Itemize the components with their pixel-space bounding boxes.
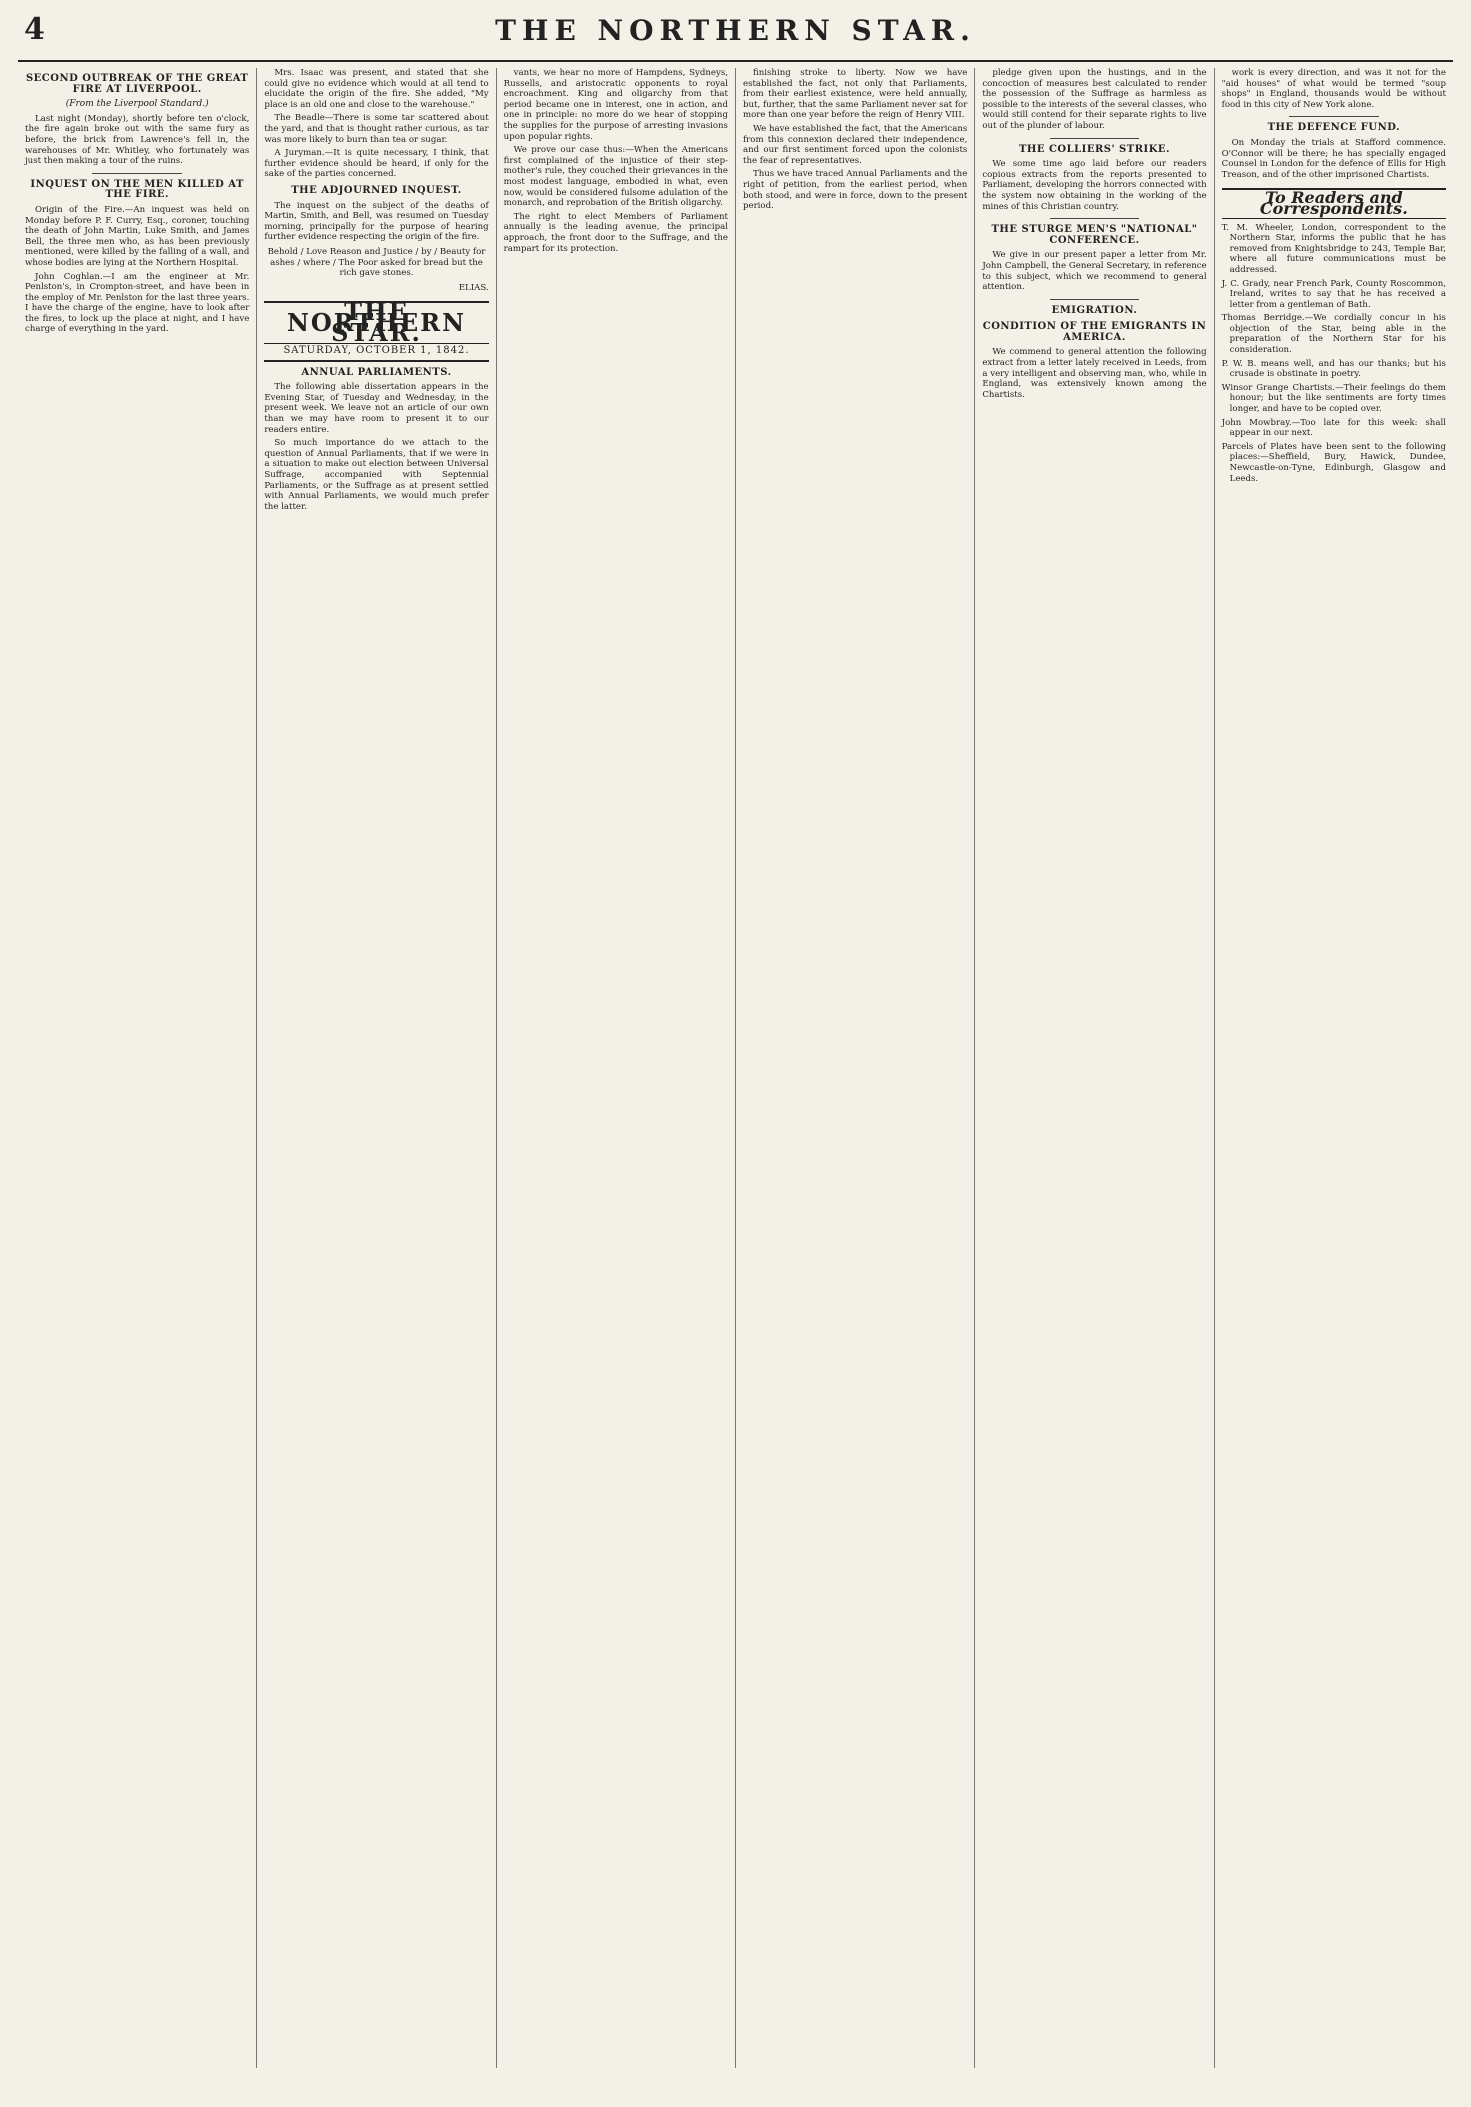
notice: P. W. B. means well, and has our thanks; but his crusade is obstinate in poetry. <box>1221 358 1446 380</box>
column-4 <box>736 68 975 2068</box>
paragraph: The right to elect Members of Parliament annually is the leading avenue, the principal approach, the front door to the Suffrage, and the rampart for its protection. <box>503 211 728 254</box>
page-number: 4 <box>24 12 45 47</box>
column-3 <box>497 68 736 2068</box>
column-2 <box>257 68 496 2068</box>
column-1 <box>18 68 257 2068</box>
annual-parliaments-heading: ANNUAL PARLIAMENTS. <box>301 366 452 378</box>
paragraph: We prove our case thus:—When the Americans first complained of the injustice of their step-mother's rule, they couched their grievances in the most modest language, embodied in what, even now, would be considered fulsome adulation of the monarch, and reprobation of the British oligarchy. <box>503 145 728 209</box>
paragraph: We have established the fact, that the Americans from this connexion declared their independence, and our first sentiment forced upon the colonists the fear of representatives. <box>742 123 968 166</box>
newspaper-page <box>18 0 1453 2080</box>
colliers-strike-heading: THE COLLIERS' STRIKE. <box>1018 143 1170 155</box>
paragraph: We give in our present paper a letter from Mr. John Campbell, the General Secretary, in reference to this subject, which we recommend to general attention. <box>982 250 1207 293</box>
paragraph: A Juryman.—It is quite necessary, I think, that further evidence should be heard, if only for the sake of the parties concerned. <box>264 148 489 180</box>
notice: T. M. Wheeler, London, correspondent to the Northern Star, informs the public that he has removed from Knightsbridge to 243, Temple Bar, where all future communications must be addressed. <box>1221 222 1446 275</box>
paragraph: The inquest on the subject of the deaths of Martin, Smith, and Bell, was resumed on Tuesday morning, principally for the purpose of hearing further evidence respecting the origin of the fire. <box>264 200 489 243</box>
paragraph: We commend to general attention the following extract from a letter lately received in Leeds, from a very intelligent and observing man, who, while in England, was extensively known among the Chartists. <box>982 347 1207 400</box>
paragraph: John Coghlan.—I am the engineer at Mr. Penlston's, in Crompton-street, and have been in the employ of Mr. Penlston for the last three years. I have the charge of the engine, have to look after the fires, to lock up the place at night, and I have charge of everything in the yard. <box>25 271 250 335</box>
paragraph: Thus we have traced Annual Parliaments and the right of petition, from the earliest period, when both stood, and were in force, down to the present period. <box>742 169 968 212</box>
notice: Thomas Berridge.—We cordially concur in his objection of the Star, being able in the preparation of the Northern Star for his consideration. <box>1221 313 1446 356</box>
emigration-heading: EMIGRATION. <box>1051 304 1138 316</box>
poem: Behold / Love Reason and Justice / by / Beauty for ashes / where / The Poor asked for bread but the rich gave stones. <box>267 246 486 279</box>
divider <box>92 173 182 174</box>
emigrants-condition-heading: CONDITION OF THE EMIGRANTS IN AMERICA. <box>982 321 1207 343</box>
fire-heading: SECOND OUTBREAK OF THE GREAT FIRE AT LIVERPOOL. <box>25 73 249 95</box>
masthead <box>18 8 1453 62</box>
paragraph: The Beadle—There is some tar scattered about the yard, and that is thought rather curious, as tar was more likely to burn than tea or sugar. <box>264 113 489 145</box>
inquest-heading: INQUEST ON THE MEN KILLED AT THE FIRE. <box>30 178 244 201</box>
fire-source: (From the Liverpool Standard.) <box>65 99 209 110</box>
paragraph: The following able dissertation appears in the Evening Star, of Tuesday and Wednesday, in the present week. We leave not an article of our own than we may have room to present it to our readers entire. <box>264 382 489 435</box>
column-6 <box>1215 68 1453 2068</box>
paragraph: vants, we hear no more of Hampdens, Sydneys, Russells, and aristocratic opponents to royal encroachment. King and oligarchy from that period became one in interest, one in action, and one in principle: no more do we hear of stopping the supplies for the purpose of arresting invasions upon popular rights. <box>503 68 728 142</box>
paper-title: THE NORTHERN STAR. <box>495 14 976 47</box>
defence-fund-heading: THE DEFENCE FUND. <box>1267 122 1401 134</box>
column-5 <box>975 68 1214 2068</box>
paragraph: On Monday the trials at Stafford commence. O'Connor will be there; he has specially engaged Counsel in London for the defence of Ellis for High Treason, and of the other imprisoned Chartists. <box>1221 137 1446 180</box>
notice: J. C. Grady, near French Park, County Roscommon, Ireland, writes to say that he has received a letter from a gentleman of Bath. <box>1221 278 1446 310</box>
dateline: SATURDAY, OCTOBER 1, 1842. <box>264 346 488 362</box>
paragraph: finishing stroke to liberty. Now we have established the fact, not only that Parliaments, from their earliest existence, were held annually, but, further, that the same Parliament never sat for more than one year before the reign of Henry VIII. <box>742 68 968 121</box>
adjourned-inquest-heading: THE ADJOURNED INQUEST. <box>291 184 462 196</box>
signature: ELIAS. <box>458 282 489 293</box>
section-masthead: THE NORTHERN STAR. <box>264 301 488 344</box>
sturge-conference-heading: THE STURGE MEN'S "NATIONAL" CONFERENCE. <box>991 224 1198 246</box>
notice: Winsor Grange Chartists.—Their feelings do them honour; but the like sentiments are forty times longer, and have to be copied over. <box>1221 382 1446 415</box>
correspondents-heading: To Readers and Correspondents. <box>1222 188 1446 218</box>
divider <box>1050 299 1140 300</box>
paragraph: Mrs. Isaac was present, and stated that she could give no evidence which would at all tend to elucidate the origin of the fire. She added, "My place is an old one and close to the warehouse." <box>264 68 489 110</box>
divider <box>1050 218 1140 219</box>
columns <box>18 68 1453 2068</box>
paragraph: pledge given upon the hustings, and in the concoction of measures best calculated to render the possession of the Suffrage as harmless as possible to the interests of the several classes, who would still contend for their separate rights to live out of the plunder of labour. <box>982 68 1207 131</box>
divider <box>1050 138 1140 139</box>
paragraph: work is every direction, and was it not for the "aid houses" of what would be termed "soup shops" in England, thousands would be without food in this city of New York alone. <box>1221 68 1446 110</box>
notice: Parcels of Plates have been sent to the following places:—Sheffield, Bury, Hawick, Dundee, Newcastle-on-Tyne, Edinburgh, Glasgow and Leeds. <box>1221 441 1446 484</box>
divider <box>1289 116 1379 117</box>
paragraph: We some time ago laid before our readers copious extracts from the reports presented to Parliament, developing the horrors connected with the system now obtaining in the working of the mines of this Christian country. <box>982 159 1207 212</box>
paragraph: Last night (Monday), shortly before ten o'clock, the fire again broke out with the same fury as before, the brick from Lawrence's fell in, the warehouses of Mr. Whitley, who fortunately was just then making a tour of the ruins. <box>25 113 250 167</box>
paragraph: So much importance do we attach to the question of Annual Parliaments, that if we were in a situation to make out election between Universal Suffrage, accompanied with Septennial Parliaments, or the Suffrage as at present settled with Annual Parliaments, we would much prefer the latter. <box>264 438 489 512</box>
paragraph: Origin of the Fire.—An inquest was held on Monday before P. F. Curry, Esq., coroner, touching the death of John Martin, Luke Smith, and James Bell, the three men who, as has been previously mentioned, were killed by the falling of a wall, and whose bodies are lying at the Northern Hospital. <box>25 204 250 268</box>
notice: John Mowbray.—Too late for this week: shall appear in our next. <box>1221 417 1446 439</box>
